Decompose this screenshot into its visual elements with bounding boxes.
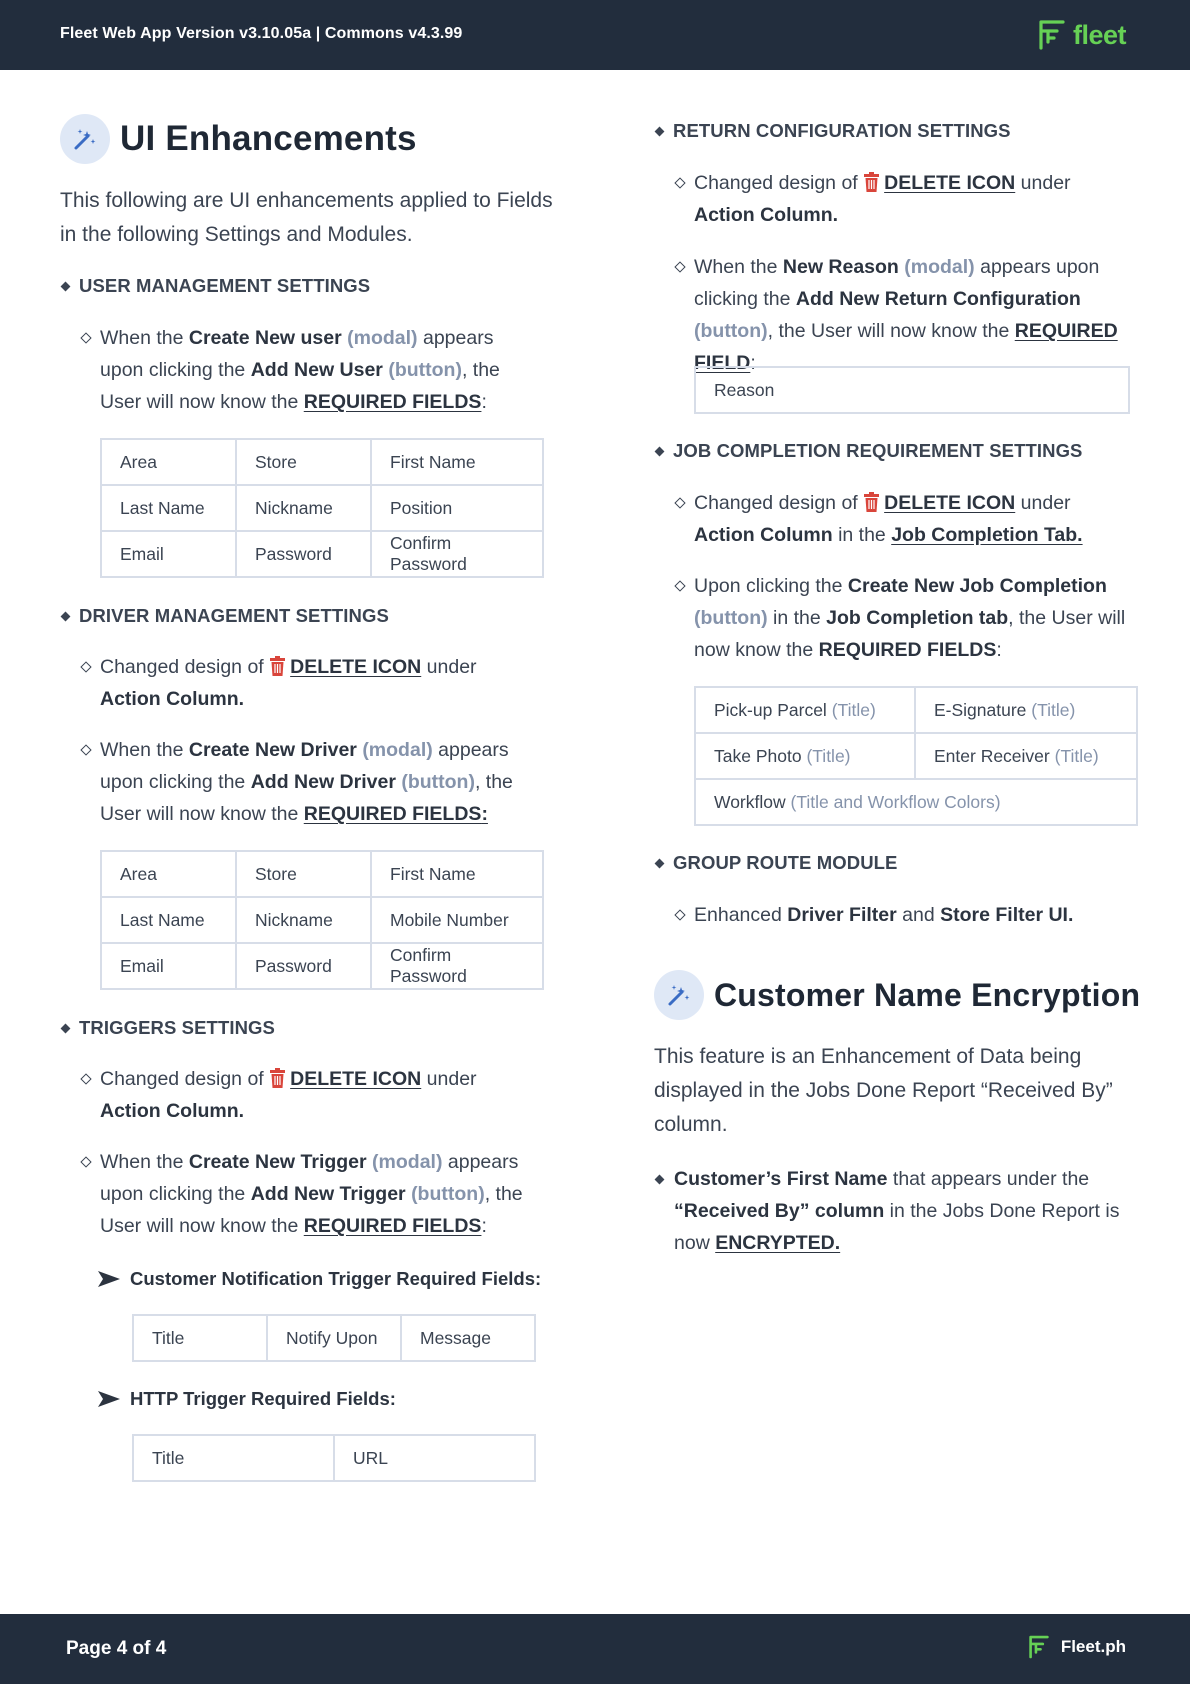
- user-required-table: [100, 438, 544, 578]
- encryption-intro: This feature is an Enhancement of Data being displayed in the Jobs Done Report “Received By” column.: [654, 1045, 1113, 1136]
- customer-trigger-label: Customer Notification Trigger Required Fields:: [98, 1268, 541, 1290]
- fleet-logo-icon: [1027, 1634, 1051, 1660]
- encryption-item: Customer’s First Name that appears under the “Received By” column in the Jobs Done Report is now ENCRYPTED.: [674, 1163, 1144, 1259]
- trash-icon: [269, 1068, 286, 1088]
- triggers-required-item: When the Create New Trigger (modal) appears upon clicking the Add New Trigger (button), the User will now know the REQUIRED FIELDS:: [100, 1146, 540, 1242]
- trash-icon: [269, 656, 286, 676]
- http-trigger-label: HTTP Trigger Required Fields:: [98, 1388, 396, 1410]
- job-required-item: Upon clicking the Create New Job Completion (button) in the Job Completion tab, the User will now know the REQUIRED FIELDS:: [694, 570, 1134, 666]
- table-row: Title URL: [133, 1435, 535, 1481]
- fleet-logo: [1037, 16, 1126, 54]
- bullet-hollow-diamond: [80, 661, 91, 672]
- arrowhead-icon: [98, 1271, 120, 1287]
- trash-icon: [863, 172, 880, 192]
- bullet-hollow-diamond: [80, 332, 91, 343]
- driver-delete-item: Changed design of DELETE ICON under Action Column.: [100, 651, 540, 715]
- http-trigger-table: [132, 1434, 536, 1482]
- section-job-completion: [656, 440, 1083, 462]
- bullet-diamond: [61, 281, 71, 291]
- bullet-diamond: [655, 858, 665, 868]
- encrypted-link: ENCRYPTED.: [715, 1232, 841, 1254]
- section-driver-management: [62, 605, 389, 627]
- group-route-item: Enhanced Driver Filter and Store Filter UI.: [694, 899, 1134, 931]
- section-group-route: [656, 852, 898, 874]
- bullet-diamond: [61, 611, 71, 621]
- table-row: Area Store First Name: [101, 851, 543, 897]
- section-title: DRIVER MANAGEMENT SETTINGS: [79, 605, 389, 626]
- table-row: Reason: [695, 367, 1129, 413]
- section-title: JOB COMPLETION REQUIREMENT SETTINGS: [673, 440, 1083, 461]
- user-required-item: When the Create New user (modal) appears upon clicking the Add New User (button), the User will now know the REQUIRED FIELDS:: [100, 322, 540, 418]
- job-required-table: [694, 686, 1138, 826]
- table-row: Take Photo (Title) Enter Receiver (Title): [695, 733, 1137, 779]
- delete-icon-link: DELETE ICON: [290, 656, 422, 678]
- customer-trigger-table: [132, 1314, 536, 1362]
- bullet-hollow-diamond: [674, 177, 685, 188]
- section-title: GROUP ROUTE MODULE: [673, 852, 898, 873]
- bullet-hollow-diamond: [674, 580, 685, 591]
- job-tab-link: Job Completion Tab.: [891, 524, 1083, 546]
- magic-wand-icon: [72, 126, 98, 152]
- magic-wand-badge: [654, 970, 704, 1020]
- bullet-hollow-diamond: [80, 1156, 91, 1167]
- required-fields-link: REQUIRED FIELDS: [303, 803, 482, 825]
- ui-enhancements-heading: [60, 114, 417, 164]
- ui-intro: This following are UI enhancements applied to Fields in the following Settings and Modules.: [60, 189, 553, 246]
- section-title: RETURN CONFIGURATION SETTINGS: [673, 120, 1011, 141]
- table-row: Last Name Nickname Mobile Number: [101, 897, 543, 943]
- triggers-delete-item: Changed design of DELETE ICON under Action Column.: [100, 1063, 540, 1127]
- delete-icon-link: DELETE ICON: [884, 172, 1016, 194]
- bullet-hollow-diamond: [674, 497, 685, 508]
- section-user-management: [62, 275, 370, 297]
- table-row: Last Name Nickname Position: [101, 485, 543, 531]
- delete-icon-link: DELETE ICON: [884, 492, 1016, 514]
- return-delete-item: Changed design of DELETE ICON under Action Column.: [694, 167, 1134, 231]
- magic-wand-badge: [60, 114, 110, 164]
- arrowhead-icon: [98, 1391, 120, 1407]
- bullet-hollow-diamond: [80, 744, 91, 755]
- footer-site: [1027, 1634, 1126, 1660]
- bullet-diamond: [655, 126, 665, 136]
- return-required-item: When the New Reason (modal) appears upon clicking the Add New Return Configuration (button), the User will now know the REQUIRED FIELD:: [694, 251, 1144, 379]
- encryption-title: Customer Name Encryption: [714, 976, 1141, 1013]
- driver-required-table: [100, 850, 544, 990]
- bullet-diamond: [61, 1023, 71, 1033]
- return-required-table: [694, 366, 1130, 414]
- header-bar: [0, 0, 1190, 70]
- required-fields-link: REQUIRED FIELDS: [303, 391, 482, 413]
- section-title: USER MANAGEMENT SETTINGS: [79, 275, 371, 296]
- bullet-hollow-diamond: [674, 909, 685, 920]
- bullet-diamond: [655, 446, 665, 456]
- page-title: UI Enhancements: [120, 119, 417, 158]
- site-url: Fleet.ph: [1060, 1637, 1126, 1656]
- section-title: TRIGGERS SETTINGS: [79, 1017, 275, 1038]
- fleet-logo-icon: [1037, 18, 1067, 52]
- table-row: Email Password Confirm Password: [101, 943, 543, 989]
- table-row: Area Store First Name: [101, 439, 543, 485]
- page-number: Page 4 of 4: [66, 1638, 167, 1659]
- table-row: Pick-up Parcel (Title) E-Signature (Title): [695, 687, 1137, 733]
- footer-bar: [0, 1614, 1190, 1684]
- magic-wand-icon: [666, 982, 692, 1008]
- bullet-diamond: [655, 1175, 665, 1185]
- table-row: Title Notify Upon Message: [133, 1315, 535, 1361]
- trash-icon: [863, 492, 880, 512]
- section-return-config: [656, 120, 1011, 142]
- required-field-link: REQUIRED FIELD: [694, 320, 1118, 374]
- delete-icon-link: DELETE ICON: [290, 1068, 422, 1090]
- table-row: Email Password Confirm Password: [101, 531, 543, 577]
- version-text: Fleet Web App Version v3.10.05a | Commons v4.3.99: [60, 25, 463, 42]
- table-row: Workflow (Title and Workflow Colors): [695, 779, 1137, 825]
- job-delete-item: Changed design of DELETE ICON under Action Column in the Job Completion Tab.: [694, 487, 1134, 551]
- encryption-heading: [654, 970, 1140, 1020]
- required-fields-link: REQUIRED FIELDS: [303, 1215, 482, 1237]
- logo-wordmark: fleet: [1072, 19, 1126, 50]
- section-triggers: [62, 1017, 275, 1039]
- driver-required-item: When the Create New Driver (modal) appears upon clicking the Add New Driver (button), the User will now know the REQUIRED FIELDS:: [100, 734, 540, 830]
- bullet-hollow-diamond: [674, 261, 685, 272]
- bullet-hollow-diamond: [80, 1073, 91, 1084]
